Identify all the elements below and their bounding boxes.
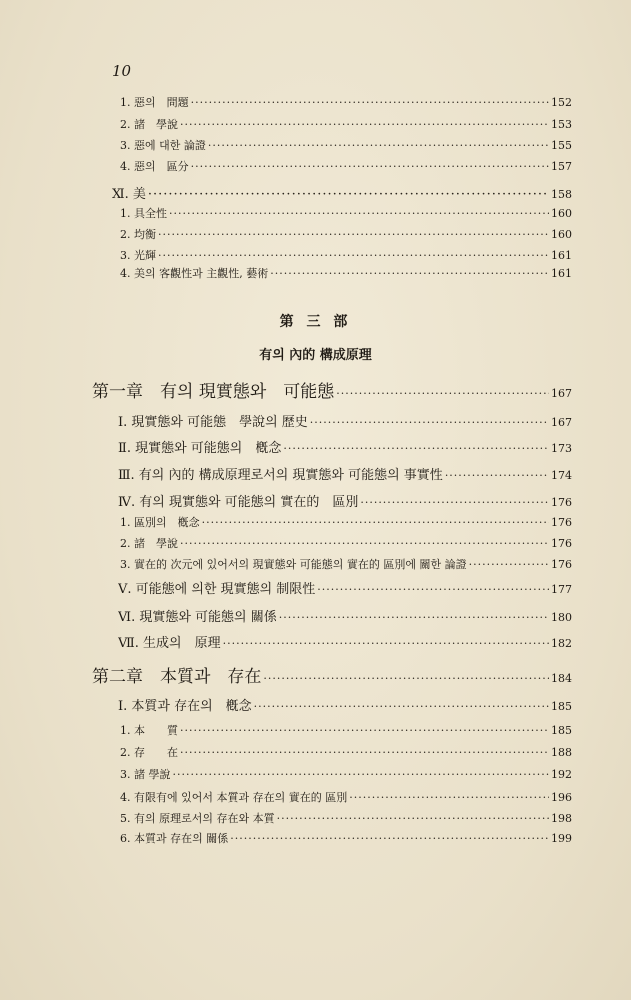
toc-entry-title: Ⅰ. 現實態와 可能態 學說의 歷史 bbox=[118, 415, 308, 430]
toc-entry-title: Ⅰ. 本質과 存在의 槪念 bbox=[118, 699, 252, 714]
toc-entry-page: 199 bbox=[551, 832, 572, 845]
toc-entry-page: 176 bbox=[551, 496, 572, 509]
dot-leader bbox=[180, 118, 549, 131]
dot-leader bbox=[230, 832, 549, 845]
toc-entry-title: Ⅲ. 有의 內的 構成原理로서의 現實態와 可能態의 事實性 bbox=[118, 468, 443, 483]
toc-section-entry bbox=[118, 411, 572, 430]
toc-entry-page: 161 bbox=[551, 267, 572, 280]
toc-entry-page: 160 bbox=[551, 228, 572, 241]
toc-section-entry bbox=[118, 695, 572, 714]
toc-entry-page: 196 bbox=[551, 791, 572, 804]
dot-leader bbox=[158, 249, 549, 262]
toc-entry-page: 185 bbox=[551, 700, 572, 713]
toc-entry-title: 3. 諸 學說 bbox=[120, 768, 171, 781]
dot-leader bbox=[208, 139, 549, 152]
dot-leader bbox=[469, 558, 549, 571]
dot-leader bbox=[148, 187, 549, 202]
toc-entry-page: 152 bbox=[551, 96, 572, 109]
dot-leader bbox=[263, 672, 549, 685]
toc-chapter-entry bbox=[92, 662, 572, 687]
toc-entry-page: 180 bbox=[551, 611, 572, 624]
dot-leader bbox=[445, 469, 549, 482]
dot-leader bbox=[202, 516, 549, 529]
toc-entry-title: Ⅵ. 現實態와 可能態의 關係 bbox=[118, 610, 277, 625]
toc-entry bbox=[120, 810, 572, 826]
dot-leader bbox=[317, 583, 549, 596]
dot-leader bbox=[283, 442, 549, 455]
toc-entry-page: 198 bbox=[551, 812, 572, 825]
toc-entry-title: 3. 光輝 bbox=[120, 249, 156, 262]
toc-chapter-entry bbox=[92, 377, 572, 402]
toc-entry-page: 155 bbox=[551, 139, 572, 152]
toc-entry-page: 161 bbox=[551, 249, 572, 262]
dot-leader bbox=[180, 746, 549, 759]
part-subtitle: 有의 內的 構成原理 bbox=[259, 348, 372, 363]
dot-leader bbox=[223, 637, 549, 650]
toc-entry-title: 4. 美의 客觀性과 主觀性, 藝術 bbox=[120, 267, 269, 280]
toc-entry bbox=[120, 265, 572, 281]
toc-entry bbox=[120, 744, 572, 760]
dot-leader bbox=[279, 611, 549, 624]
toc-entry-page: 177 bbox=[551, 583, 572, 596]
toc-entry bbox=[120, 556, 572, 572]
toc-entry-page: 176 bbox=[551, 537, 572, 550]
toc-entry-title: 1. 惡의 問題 bbox=[120, 96, 189, 109]
toc-entry-title: 第二章 本質과 存在 bbox=[92, 667, 262, 687]
toc-entry bbox=[120, 535, 572, 551]
toc-entry-title: 2. 均衡 bbox=[120, 228, 156, 241]
toc-entry-title: 5. 有의 原理로서의 存在와 本質 bbox=[120, 812, 275, 825]
toc-entry-page: 157 bbox=[551, 160, 572, 173]
toc-entry bbox=[120, 830, 572, 846]
toc-entry-page: 185 bbox=[551, 724, 572, 737]
toc-entry bbox=[120, 116, 572, 132]
dot-leader bbox=[336, 387, 549, 400]
toc-section-entry bbox=[118, 491, 572, 510]
toc-entry bbox=[120, 226, 572, 242]
dot-leader bbox=[310, 416, 549, 429]
toc-entry bbox=[120, 205, 572, 221]
toc-entry-page: 158 bbox=[551, 188, 572, 201]
toc-section-entry bbox=[118, 606, 572, 625]
toc-entry-title: Ⅶ. 生成의 原理 bbox=[118, 636, 221, 651]
part-title: 第 三 部 bbox=[279, 314, 352, 330]
toc-section-entry bbox=[118, 578, 572, 597]
toc-entry-page: 173 bbox=[551, 442, 572, 455]
toc-entry bbox=[120, 789, 572, 805]
toc-entry bbox=[120, 247, 572, 263]
toc-entry-title: 6. 本質과 存在의 關係 bbox=[120, 832, 229, 845]
page-number: 10 bbox=[112, 62, 132, 80]
toc-entry-title: Ⅺ. 美 bbox=[112, 187, 146, 202]
toc-entry-page: 188 bbox=[551, 746, 572, 759]
dot-leader bbox=[173, 768, 550, 781]
toc-entry-title: Ⅳ. 有의 現實態와 可能態의 實在的 區別 bbox=[118, 495, 359, 510]
toc-entry-page: 174 bbox=[551, 469, 572, 482]
toc-entry bbox=[120, 766, 572, 782]
toc-entry-title: 2. 存 在 bbox=[120, 746, 178, 759]
dot-leader bbox=[158, 228, 549, 241]
dot-leader bbox=[191, 160, 549, 173]
toc-entry-title: 3. 惡에 대한 論證 bbox=[120, 139, 206, 152]
toc-entry-page: 160 bbox=[551, 207, 572, 220]
toc-entry bbox=[120, 158, 572, 174]
dot-leader bbox=[191, 96, 549, 109]
toc-entry-page: 184 bbox=[551, 672, 572, 685]
toc-entry-page: 182 bbox=[551, 637, 572, 650]
toc-entry-title: 1. 具全性 bbox=[120, 207, 167, 220]
dot-leader bbox=[180, 724, 549, 737]
toc-entry-title: 第一章 有의 現實態와 可能態 bbox=[92, 382, 335, 402]
dot-leader bbox=[270, 267, 549, 280]
dot-leader bbox=[360, 496, 549, 509]
toc-entry bbox=[120, 137, 572, 153]
toc-entry bbox=[120, 514, 572, 530]
toc-section-entry bbox=[118, 437, 572, 456]
toc-entry bbox=[120, 722, 572, 738]
toc-entry-title: Ⅴ. 可能態에 의한 現實態의 制限性 bbox=[118, 582, 316, 597]
dot-leader bbox=[169, 207, 549, 220]
dot-leader bbox=[277, 812, 549, 825]
toc-entry-title: 4. 惡의 區分 bbox=[120, 160, 189, 173]
toc-entry-title: 1. 本 質 bbox=[120, 724, 178, 737]
dot-leader bbox=[349, 791, 549, 804]
toc-entry-title: 3. 實在的 次元에 있어서의 現實態와 可能態의 實在的 區別에 關한 論證 bbox=[120, 558, 467, 571]
toc-section-entry bbox=[118, 464, 572, 483]
toc-entry-page: 167 bbox=[551, 387, 572, 400]
toc-entry-title: 4. 有限有에 있어서 本質과 存在의 實在的 區別 bbox=[120, 791, 348, 804]
dot-leader bbox=[180, 537, 549, 550]
toc-entry-title: Ⅱ. 現實態와 可能態의 槪念 bbox=[118, 441, 282, 456]
toc-entry-page: 192 bbox=[551, 768, 572, 781]
toc-entry-page: 176 bbox=[551, 516, 572, 529]
toc-entry-title: 2. 諸 學說 bbox=[120, 118, 178, 131]
toc-entry-page: 167 bbox=[551, 416, 572, 429]
toc-entry bbox=[120, 94, 572, 110]
toc-section-entry bbox=[112, 183, 572, 202]
toc-entry-page: 176 bbox=[551, 558, 572, 571]
toc-entry-title: 1. 區別의 槪念 bbox=[120, 516, 200, 529]
toc-section-entry bbox=[118, 632, 572, 651]
toc-entry-page: 153 bbox=[551, 118, 572, 131]
dot-leader bbox=[254, 700, 549, 713]
toc-entry-title: 2. 諸 學說 bbox=[120, 537, 178, 550]
